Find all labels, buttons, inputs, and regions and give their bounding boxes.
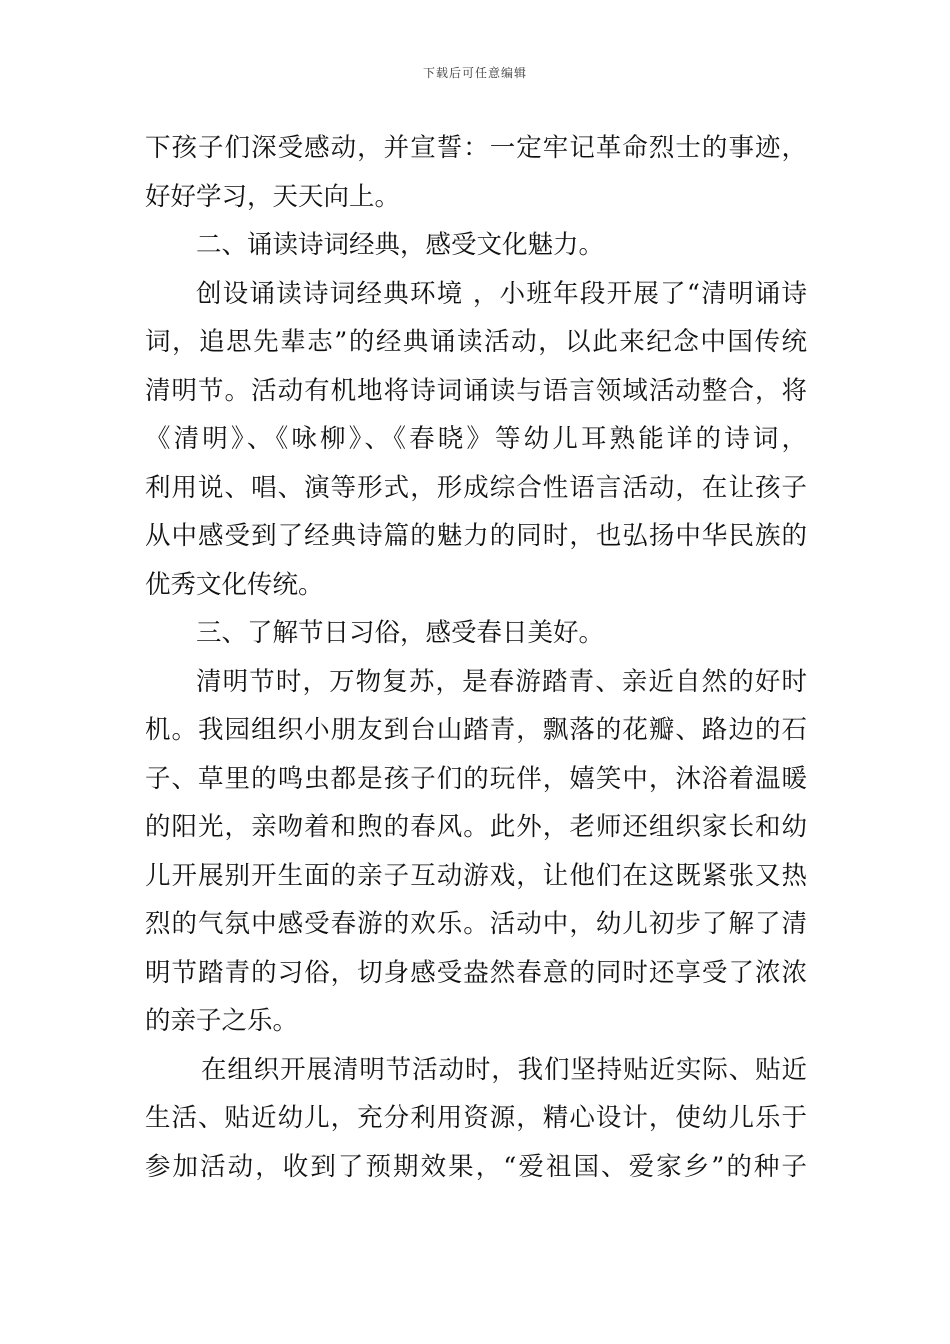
text-line: 的亲子之乐。 (145, 1006, 299, 1036)
text-line: 从中感受到了经典诗篇的魅力的同时，也弘扬中华民族的 (145, 521, 807, 551)
text-line: 明节踏青的习俗，切身感受盎然春意的同时还享受了浓浓 (145, 957, 807, 988)
text-line: 儿开展别开生面的亲子互动游戏，让他们在这既紧张又热 (145, 860, 807, 891)
text-line: 清明节时，万物复苏，是春游踏青、亲近自然的好时 (196, 666, 807, 697)
section-heading: 三、了解节日习俗，感受春日美好。 (196, 618, 605, 648)
text-line: 好好学习，天天向上。 (145, 181, 401, 212)
section-heading: 二、诵读诗词经典，感受文化魅力。 (196, 230, 605, 260)
text-line: 生活、贴近幼儿，充分利用资源，精心设计，使幼儿乐于 (145, 1103, 807, 1133)
text-line: 《清明》、《咏柳》、《春晓》等幼儿耳熟能详的诗词， (145, 424, 807, 454)
text-line: 词，追思先辈志”的经典诵读活动，以此来纪念中国传统 (145, 327, 807, 357)
text-line: 机。我园组织小朋友到台山踏青，飘落的花瓣、路边的石 (145, 715, 807, 745)
text-line: 参加活动，收到了预期效果，“爱祖国、爱家乡”的种子 (145, 1151, 807, 1182)
text-line: 创设诵读诗词经典环境 ，小班年段开展了“清明诵诗 (196, 278, 807, 309)
document-body (145, 124, 807, 1191)
text-line: 优秀文化传统。 (145, 569, 324, 600)
text-line: 子、草里的鸣虫都是孩子们的玩伴，嬉笑中，沐浴着温暖 (145, 763, 807, 794)
page-header: 下载后可任意编辑 (422, 66, 527, 80)
text-line: 烈的气氛中感受春游的欢乐。活动中，幼儿初步了解了清 (145, 909, 807, 939)
text-line: 的阳光，亲吻着和煦的春风。此外，老师还组织家长和幼 (145, 812, 807, 842)
text-line: 清明节。活动有机地将诗词诵读与语言领域活动整合，将 (145, 375, 807, 406)
text-line: 在组织开展清明节活动时，我们坚持贴近实际、贴近 (201, 1054, 807, 1085)
text-line: 利用说、唱、演等形式，形成综合性语言活动，在让孩子 (145, 472, 807, 503)
text-line: 下孩子们深受感动，并宣誓：一定牢记革命烈士的事迹， (145, 133, 807, 163)
